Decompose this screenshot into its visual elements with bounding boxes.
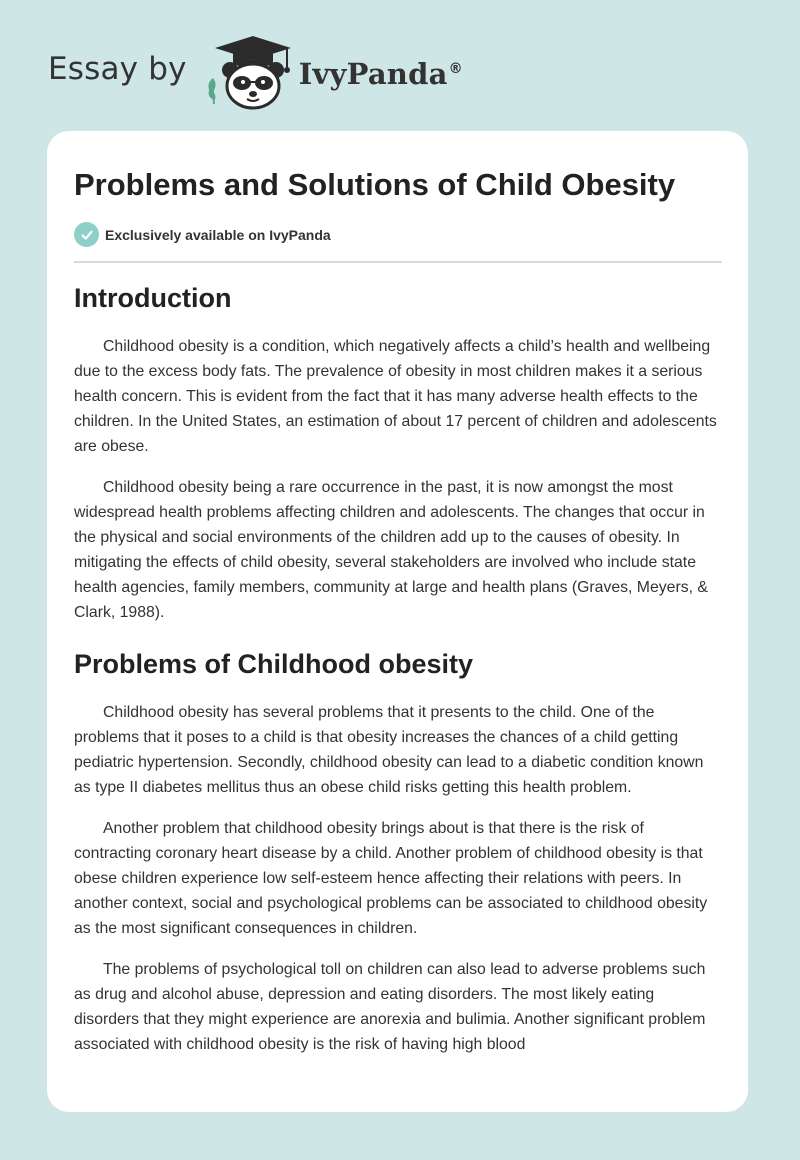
registered-mark: ® bbox=[448, 61, 463, 78]
essay-card bbox=[47, 131, 748, 1112]
section-heading-problems: Problems of Childhood obesity bbox=[74, 649, 474, 680]
paragraph: The problems of psychological toll on children can also lead to adverse problems such as drug and alcohol abuse, depression and eating disorders. The most likely eating disorders that they might experience are anorexia and bulimia. Another significant problem associated with childhood obesity is the risk of having high blood bbox=[74, 961, 706, 1054]
check-circle-icon bbox=[74, 222, 99, 247]
site-header bbox=[48, 34, 463, 110]
paragraph: Childhood obesity is a condition, which negatively affects a child’s health and wellbeing due to the excess body fats. The prevalence of obesity in most children makes it a serious health concern. This is evident from the fact that it has many adverse health effects to the children. In the United States, an estimation of about 17 percent of children and adolescents are obese. bbox=[74, 338, 717, 456]
brand-name[interactable] bbox=[299, 57, 463, 91]
page-title: Problems and Solutions of Child Obesity bbox=[74, 167, 676, 202]
exclusive-label: Exclusively available on IvyPanda bbox=[105, 226, 331, 243]
paragraph: Another problem that childhood obesity brings about is that there is the risk of contracting coronary heart disease by a child. Another problem of childhood obesity is that obese children experience low self-esteem hence affecting their relations with peers. In another context, social and psychological problems can be associated to childhood obesity as the most significant consequences in children. bbox=[74, 820, 708, 938]
exclusive-badge bbox=[74, 222, 331, 247]
paragraph: Childhood obesity being a rare occurrence in the past, it is now amongst the most widespread health problems affecting children and adolescents. The changes that occur in the physical and social environments of the children add up to the causes of obesity. In mitigating the effects of child obesity, several stakeholders are involved who include state health agencies, family members, community at large and health plans (Graves, Meyers, & Clark, 1988). bbox=[74, 479, 708, 622]
section-heading-introduction: Introduction bbox=[74, 283, 232, 313]
article-body bbox=[74, 281, 722, 1073]
essay-by-label: Essay by bbox=[48, 51, 187, 87]
brand-text: IvyPanda bbox=[298, 57, 448, 91]
paragraph: Childhood obesity has several problems that it presents to the child. One of the problems that it poses to a child is that obesity increases the chances of a child getting pediatric hypertension. Secondly, childhood obesity can lead to a diabetic condition known as type II diabetes mellitus thus an obese child risks getting this health problem. bbox=[74, 704, 704, 797]
divider bbox=[74, 261, 722, 263]
panda-graduate-icon[interactable] bbox=[203, 34, 293, 110]
